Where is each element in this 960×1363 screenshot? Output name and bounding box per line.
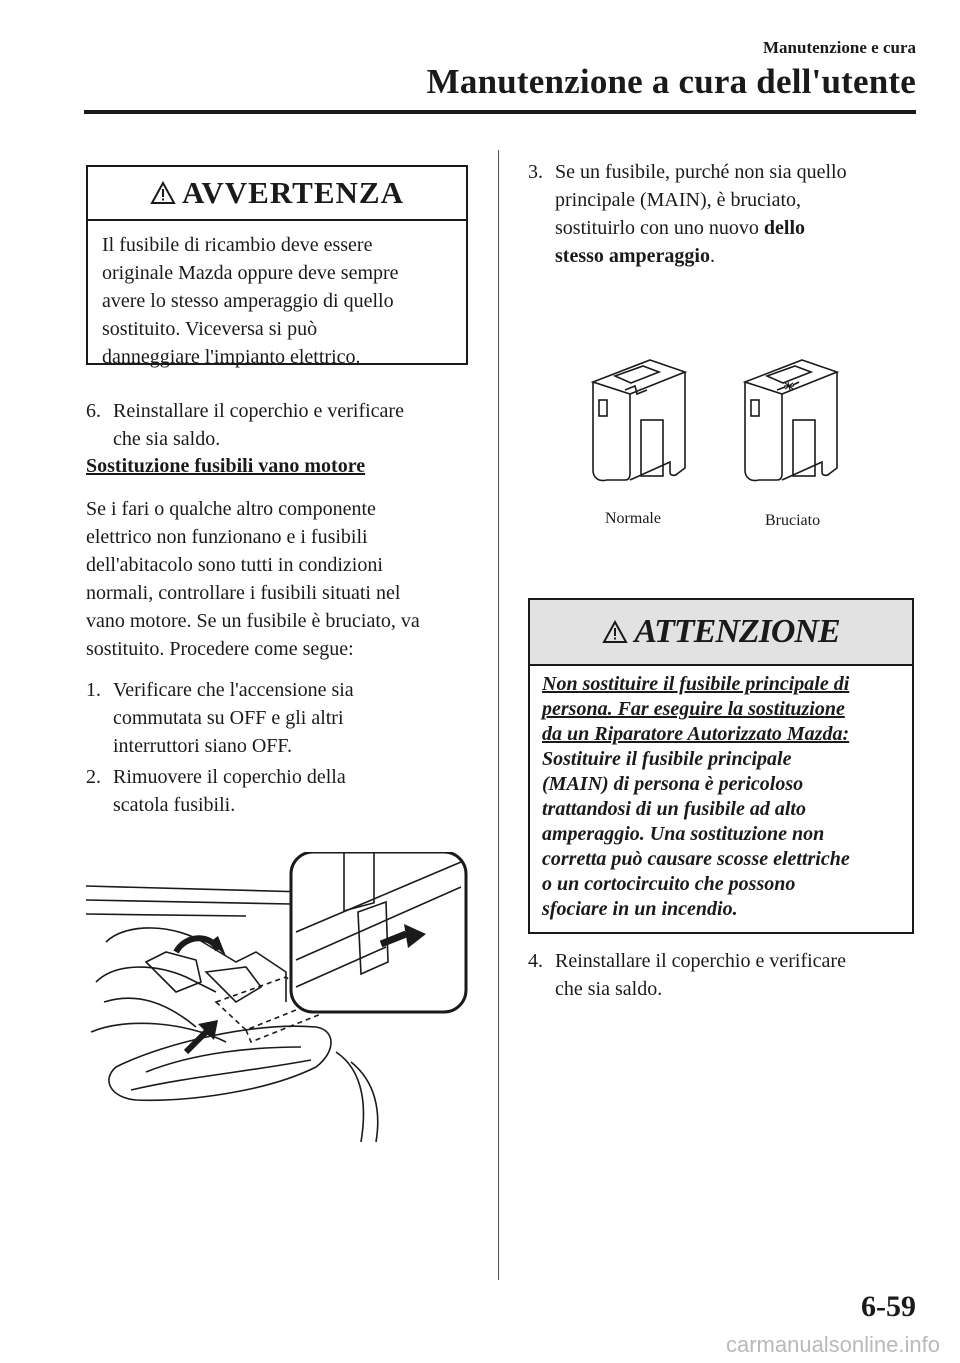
warning-body bbox=[88, 221, 466, 381]
intro-paragraph bbox=[86, 495, 476, 663]
warning-box bbox=[86, 165, 468, 368]
paragraph-line: sostituito. Procedere come segue: bbox=[86, 638, 354, 660]
step-number: 4. bbox=[528, 950, 543, 972]
warning-line: sostituito. Viceversa si può bbox=[102, 318, 318, 340]
step-number: 6. bbox=[86, 400, 101, 422]
step-text: Reinstallare il coperchio e verificare bbox=[113, 400, 404, 422]
step-text-bold: stesso amperaggio bbox=[555, 245, 710, 267]
step-text: principale (MAIN), è bruciato, bbox=[555, 189, 802, 211]
caution-line: sfociare in un incendio. bbox=[542, 898, 738, 920]
column-divider bbox=[498, 150, 499, 1280]
step-text: che sia saldo. bbox=[113, 428, 221, 450]
step-text: commutata su OFF e gli altri bbox=[113, 707, 344, 729]
step-text-part: sostituirlo con uno nuovo bbox=[555, 217, 764, 239]
step-text: che sia saldo. bbox=[555, 978, 663, 1000]
caution-box bbox=[528, 598, 914, 934]
caution-body bbox=[530, 666, 912, 928]
warning-triangle-icon bbox=[150, 181, 176, 205]
step-text bbox=[555, 242, 923, 270]
caution-line: (MAIN) di persona è pericoloso bbox=[542, 773, 804, 795]
warning-title: AVVERTENZA bbox=[182, 175, 404, 210]
step-text: Rimuovere il coperchio della bbox=[113, 766, 346, 788]
running-header-section: Manutenzione e cura bbox=[763, 38, 916, 57]
warning-line: Il fusibile di ricambio deve essere bbox=[102, 234, 373, 256]
fuse-comparison-illustration bbox=[585, 350, 845, 495]
caution-line: o un cortocircuito che possono bbox=[542, 873, 796, 895]
caution-title: ATTENZIONE bbox=[634, 613, 840, 650]
caution-line: trattandosi di un fusibile ad alto bbox=[542, 798, 806, 820]
step-text-bold: dello bbox=[763, 217, 806, 239]
step-1 bbox=[86, 676, 486, 760]
step-4 bbox=[528, 947, 923, 1003]
step-text: Reinstallare il coperchio e verificare bbox=[555, 950, 846, 972]
fuse-label-normal: Normale bbox=[605, 510, 661, 527]
paragraph-line: elettrico non funzionano e i fusibili bbox=[86, 526, 368, 548]
caution-line: amperaggio. Una sostituzione non bbox=[542, 823, 825, 845]
header-rule bbox=[84, 110, 916, 114]
step-text: interruttori siano OFF. bbox=[113, 735, 292, 757]
engine-fuse-box-illustration bbox=[86, 852, 471, 1142]
warning-triangle-icon bbox=[602, 620, 628, 644]
step-text: Se un fusibile, purché non sia quello bbox=[555, 161, 847, 183]
page-number: 6-59 bbox=[861, 1290, 916, 1323]
step-text: scatola fusibili. bbox=[113, 794, 236, 816]
paragraph-line: normali, controllare i fusibili situati nel bbox=[86, 582, 401, 604]
watermark: carmanualsonline.info bbox=[725, 1332, 940, 1357]
step-text bbox=[555, 214, 923, 242]
caution-line-underlined: persona. Far eseguire la sostituzione bbox=[542, 698, 845, 720]
page-title: Manutenzione a cura dell'utente bbox=[426, 62, 916, 101]
warning-line: originale Mazda oppure deve sempre bbox=[102, 262, 399, 284]
paragraph-line: vano motore. Se un fusibile è bruciato, va bbox=[86, 610, 420, 632]
warning-line: avere lo stesso amperaggio di quello bbox=[102, 290, 394, 312]
fuse-label-burnt: Bruciato bbox=[765, 512, 821, 529]
section-heading: Sostituzione fusibili vano motore bbox=[86, 455, 366, 477]
step-6 bbox=[86, 397, 486, 453]
paragraph-line: dell'abitacolo sono tutti in condizioni bbox=[86, 554, 383, 576]
caution-header bbox=[530, 600, 912, 666]
step-text-end: . bbox=[709, 245, 715, 267]
step-number: 2. bbox=[86, 766, 101, 788]
step-number: 1. bbox=[86, 679, 101, 701]
paragraph-line: Se i fari o qualche altro componente bbox=[86, 498, 376, 520]
step-number: 3. bbox=[528, 161, 543, 183]
step-text: Verificare che l'accensione sia bbox=[113, 679, 354, 701]
warning-header bbox=[88, 167, 466, 221]
step-3 bbox=[528, 158, 923, 270]
caution-line: corretta può causare scosse elettriche bbox=[542, 848, 850, 870]
caution-line: Sostituire il fusibile principale bbox=[542, 748, 792, 770]
step-2 bbox=[86, 763, 486, 819]
caution-line-underlined: da un Riparatore Autorizzato Mazda: bbox=[542, 723, 850, 745]
caution-line-underlined: Non sostituire il fusibile principale di bbox=[542, 673, 850, 695]
warning-line: danneggiare l'impianto elettrico. bbox=[102, 346, 361, 368]
